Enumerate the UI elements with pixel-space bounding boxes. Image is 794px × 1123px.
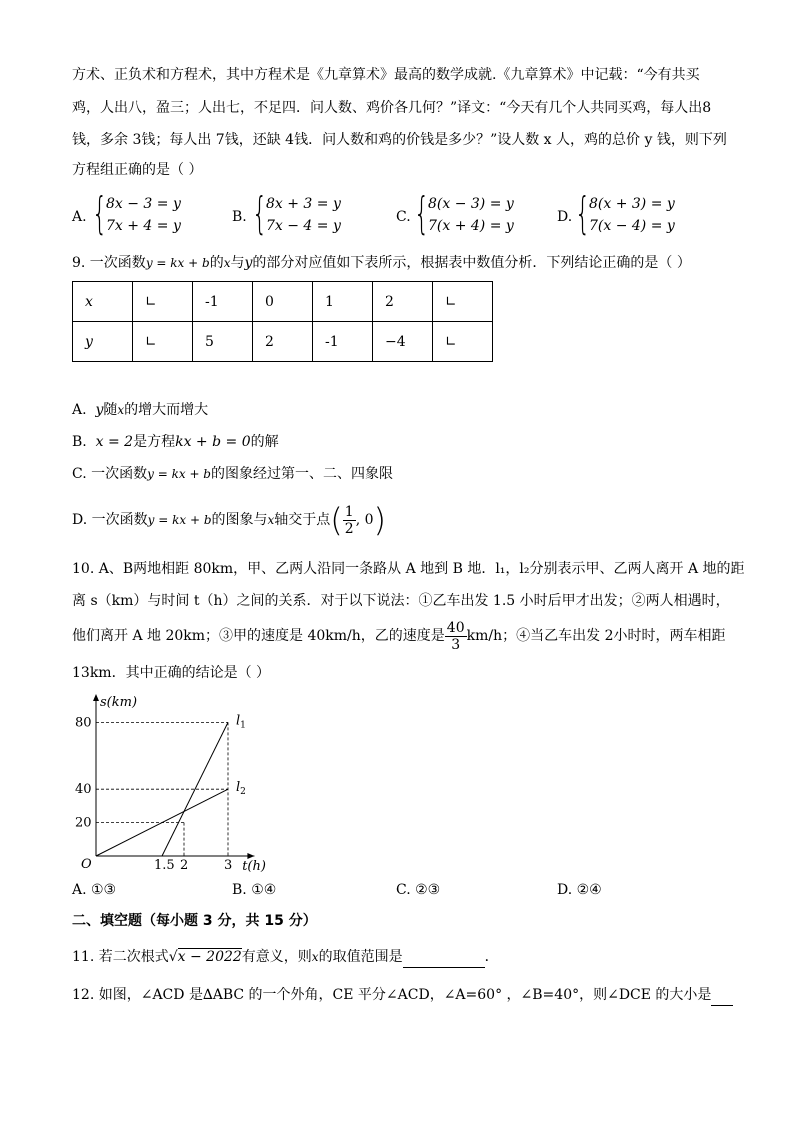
y-tick-label: 40 [75,782,92,798]
equation-system: 8x − 3 = y 7x + 4 = y [106,196,181,234]
q8-line-4: 方程组正确的是（ ） [72,162,203,178]
q9-option-d[interactable]: D. 一次函数y = kx + b的图象与x轴交于点( $\frac{1}{2}$ , 0) [72,501,386,539]
table-row: y ∟ 5 2 -1 −4 ∟ [73,322,493,362]
brace-icon: { [92,188,108,239]
section-title: 二、填空题（每小题 3 分，共 15 分） [72,913,317,929]
equation-system: 8(x + 3) = y 7(x − 4) = y [589,196,675,234]
q10-line-3: 他们离开 A 地 20km；③甲的速度是 40km/h，乙的速度是 $\frac{40}{3}$ km/h；④当乙车出发 2小时时，两车相距 [72,619,726,653]
brace-icon: { [252,188,268,239]
y-tick-label: 80 [75,715,92,731]
distance-time-chart [72,688,272,878]
y-axis-arrow-icon [93,694,99,701]
y-axis-label: s(km) [100,695,138,710]
q10-line-4: 13km．其中正确的结论是（ ） [72,665,271,681]
equation-system: 8(x − 3) = y 7(x + 4) = y [428,196,514,234]
q9-option-b[interactable]: B. x = 2是方程kx + b = 0的解 [72,434,279,450]
value-table [72,281,493,362]
q8-line-3: 钱，多余 3钱；每人出 7钱，还缺 4钱．问人数和鸡的价钱是多少？”设人数 x 人，鸡的总价 y 钱，则下列 [72,132,727,148]
q9-option-c[interactable]: C. 一次函数y = kx + b的图象经过第一、二、四象限 [72,466,393,482]
option-label: B. [232,209,247,225]
answer-blank[interactable] [711,985,733,1006]
q9-stem: 9. 一次函数y = kx + b的x与y的部分对应值如下表所示，根据表中数值分析．下列结论正确的是（ ） [72,255,691,271]
answer-blank[interactable] [403,947,485,968]
q9-option-a[interactable]: A. y随x的增大而增大 [72,402,209,418]
series-label-l2: $l_2$ [236,780,246,798]
q12: 12. 如图，∠ACD 是∆ABC 的一个外角，CE 平分∠ACD，∠A=60° ，∠B=40°，则∠DCE 的大小是 [72,985,733,1006]
table-row: x ∟ -1 0 1 2 ∟ [73,282,493,322]
origin-label: O [81,857,92,872]
x-tick-label: 1.5 [154,858,175,873]
q10-option-b[interactable]: B. ①④ [232,882,277,898]
x-tick-label: 2 [180,858,189,873]
y-tick-label: 20 [75,815,92,831]
option-label: D. [557,209,573,225]
option-label: C. [396,209,411,225]
q10-option-a[interactable]: A. ①③ [72,882,117,898]
q8-line-2: 鸡，人出八，盈三；人出七，不足四．问人数、鸡价各几何？”译文：“今天有几个人共同买鸡，每人出8 [72,100,712,116]
q10-line-1: 10. A、B两地相距 80km，甲、乙两人沿同一条路从 A 地到 B 地．l₁，l₂分别表示甲、乙两人离开 A 地的距 [72,561,745,577]
q8-line-1: 方术、正负术和方程术，其中方程术是《九章算术》最高的数学成就.《九章算术》中记载：“今有共买 [72,67,700,83]
equation-system: 8x + 3 = y 7x − 4 = y [266,196,341,234]
q10-option-d[interactable]: D. ②④ [557,882,602,898]
x-axis-label: t(h) [242,859,266,874]
series-line-l2 [96,789,228,856]
option-label: A. [72,209,87,225]
brace-icon: { [575,188,591,239]
q11: 11. 若二次根式√x − 2022有意义，则x的取值范围是 ． [72,947,499,968]
brace-icon: { [414,188,430,239]
q10-line-2: 离 s（km）与时间 t（h）之间的关系．对于以下说法：①乙车出发 1.5 小时后甲才出发；②两人相遇时， [72,593,730,609]
series-label-l1: $l_1$ [236,713,246,731]
x-tick-label: 3 [224,858,233,873]
q10-option-c[interactable]: C. ②③ [396,882,441,898]
